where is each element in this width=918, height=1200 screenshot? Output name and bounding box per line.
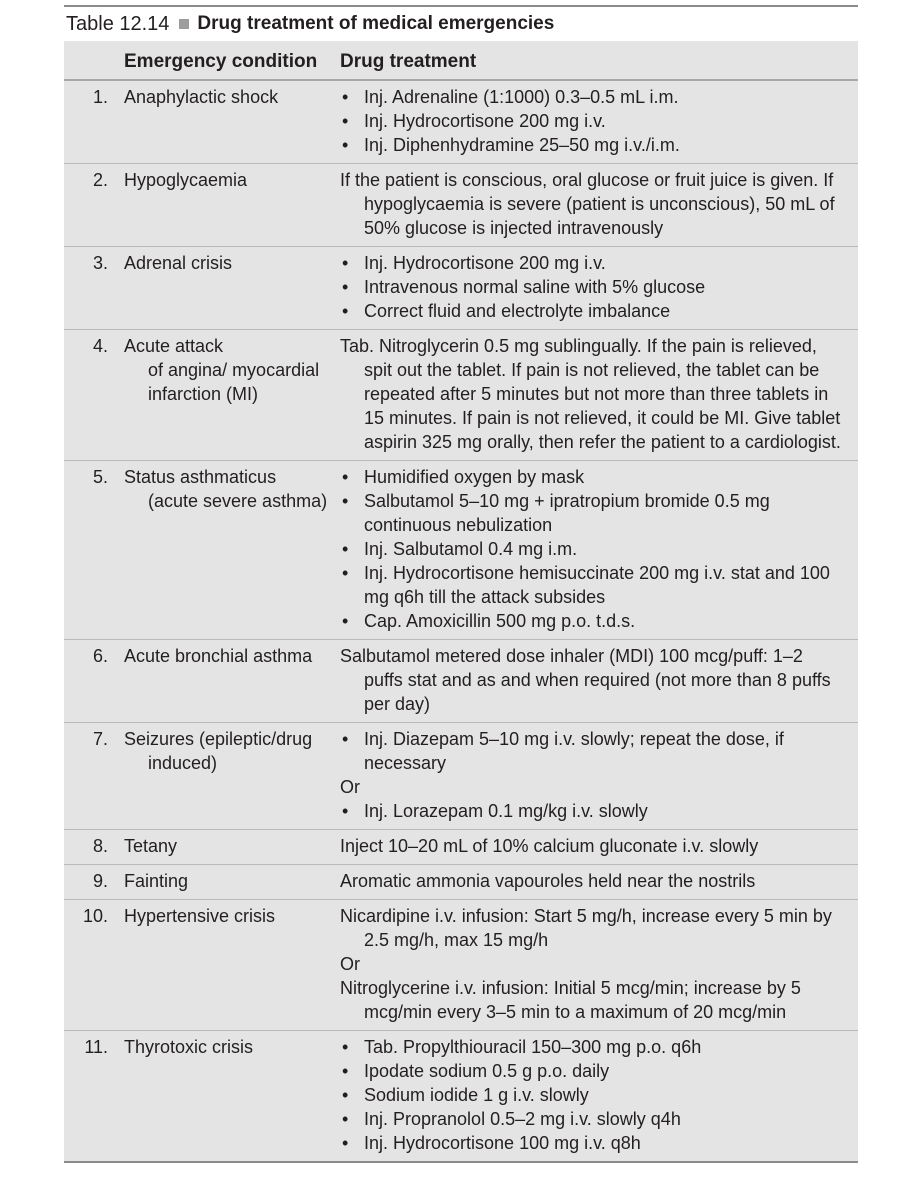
condition-text: Acute bronchial asthma [124, 646, 313, 666]
row-number: 6. [92, 646, 108, 666]
list-item: • Cap. Amoxicillin 500 mg p.o. t.d.s. [340, 609, 844, 633]
table-row [64, 900, 858, 1031]
table-row [64, 640, 858, 723]
row-number: 3. [92, 253, 108, 273]
emergency-condition [124, 727, 340, 823]
list-item: • Inj. Salbutamol 0.4 mg i.m. [340, 537, 844, 561]
row-number: 2. [92, 170, 108, 190]
condition-text: Status asthmaticus [124, 467, 277, 487]
treatment-list [340, 1035, 844, 1155]
row-number: 1. [92, 87, 108, 107]
treatment-list [340, 85, 844, 157]
emergency-condition [124, 85, 340, 157]
emergency-condition [124, 904, 340, 1024]
drug-treatment [340, 85, 858, 157]
header-number-col [64, 51, 124, 73]
table-row [64, 830, 858, 865]
emergency-condition [124, 869, 340, 893]
or-separator: Or [340, 777, 360, 797]
emergency-condition [124, 465, 340, 633]
treatment-list [340, 465, 844, 633]
treatment-list [340, 799, 844, 823]
table-number: Table 12.14 [66, 12, 170, 35]
condition-text-continued: induced) [148, 753, 218, 773]
list-item: • Inj. Diazepam 5–10 mg i.v. slowly; repeat the dose, if necessary [340, 727, 844, 775]
list-item: • Humidified oxygen by mask [340, 465, 844, 489]
table-header [64, 41, 858, 81]
table-row [64, 164, 858, 247]
table-row [64, 247, 858, 330]
condition-text: Hypertensive crisis [124, 906, 276, 926]
drug-treatment [340, 644, 858, 716]
condition-text: Tetany [124, 836, 178, 856]
condition-text: Thyrotoxic crisis [124, 1037, 254, 1057]
emergency-condition [124, 834, 340, 858]
list-item: • Inj. Lorazepam 0.1 mg/kg i.v. slowly [340, 799, 844, 823]
treatment-text: If the patient is conscious, oral glucose or fruit juice is given. If hypoglycaemia is severe (patient is unconscious), 50 mL of 50% glucose is injected intravenously [340, 170, 835, 238]
row-number: 9. [92, 871, 108, 891]
row-number: 10. [82, 906, 108, 926]
table-caption [64, 7, 858, 41]
table-row [64, 81, 858, 164]
drug-treatment [340, 465, 858, 633]
list-item: • Salbutamol 5–10 mg + ipratropium bromide 0.5 mg continuous nebulization [340, 489, 844, 537]
list-item: • Ipodate sodium 0.5 g p.o. daily [340, 1059, 844, 1083]
table-title: Drug treatment of medical emergencies [197, 13, 555, 34]
treatment-text: Salbutamol metered dose inhaler (MDI) 100 mcg/puff: 1–2 puffs stat and as and when required (not more than 8 puffs per day) [340, 646, 831, 714]
emergency-condition [124, 168, 340, 240]
condition-text-continued: (acute severe asthma) [148, 491, 328, 511]
emergency-condition [124, 334, 340, 454]
table-body [64, 41, 858, 1163]
header-treatment: Drug treatment [340, 51, 477, 72]
drug-treatment [340, 727, 858, 823]
row-number: 4. [92, 336, 108, 356]
list-item: • Sodium iodide 1 g i.v. slowly [340, 1083, 844, 1107]
drug-treatment [340, 904, 858, 1024]
drug-treatment [340, 834, 858, 858]
treatment-text: Nicardipine i.v. infusion: Start 5 mg/h, increase every 5 min by 2.5 mg/h, max 15 mg/h [340, 906, 832, 950]
list-item: • Inj. Adrenaline (1:1000) 0.3–0.5 mL i.m. [340, 85, 844, 109]
or-separator: Or [340, 954, 360, 974]
treatment-text: Nitroglycerine i.v. infusion: Initial 5 mcg/min; increase by 5 mcg/min every 3–5 min to a maximum of 20 mcg/min [340, 978, 801, 1022]
drug-treatment [340, 1035, 858, 1155]
list-item: • Inj. Diphenhydramine 25–50 mg i.v./i.m. [340, 133, 844, 157]
treatment-list [340, 727, 844, 775]
square-bullet-icon [179, 19, 189, 29]
treatment-text: Aromatic ammonia vapouroles held near the nostrils [340, 871, 756, 891]
row-number: 11. [84, 1037, 108, 1057]
list-item: • Intravenous normal saline with 5% glucose [340, 275, 844, 299]
list-item: • Inj. Propranolol 0.5–2 mg i.v. slowly q4h [340, 1107, 844, 1131]
condition-text: Adrenal crisis [124, 253, 233, 273]
drug-treatment [340, 168, 858, 240]
condition-text: Fainting [124, 871, 189, 891]
table-row [64, 1031, 858, 1163]
list-item: • Inj. Hydrocortisone 200 mg i.v. [340, 251, 844, 275]
condition-text: Anaphylactic shock [124, 87, 279, 107]
list-item: • Inj. Hydrocortisone 100 mg i.v. q8h [340, 1131, 844, 1155]
treatment-list [340, 251, 844, 323]
table-row [64, 865, 858, 900]
emergency-condition [124, 644, 340, 716]
table-row [64, 723, 858, 830]
treatment-text: Tab. Nitroglycerin 0.5 mg sublingually. If the pain is relieved, spit out the tablet. If pain is not relieved, the tablet can be repeated after 5 minutes but not more than three tablets in 15 minutes. If pain is not relieved, it could be MI. Give tablet aspirin 325 mg orally, then refer the patient to a cardiologist. [340, 336, 841, 452]
condition-text-continued: of angina/ myocardial infarction (MI) [148, 360, 320, 404]
row-number: 7. [92, 729, 108, 749]
list-item: • Inj. Hydrocortisone 200 mg i.v. [340, 109, 844, 133]
list-item: • Correct fluid and electrolyte imbalance [340, 299, 844, 323]
condition-text: Acute attack [124, 336, 224, 356]
condition-text: Seizures (epileptic/drug [124, 729, 313, 749]
table-row [64, 330, 858, 461]
drug-treatment [340, 251, 858, 323]
list-item: • Tab. Propylthiouracil 150–300 mg p.o. q6h [340, 1035, 844, 1059]
drug-treatment [340, 334, 858, 454]
table-container [64, 5, 858, 1163]
treatment-text: Inject 10–20 mL of 10% calcium gluconate i.v. slowly [340, 836, 759, 856]
emergency-condition [124, 251, 340, 323]
emergency-condition [124, 1035, 340, 1155]
drug-treatment [340, 869, 858, 893]
table-rows [64, 81, 858, 1163]
header-condition: Emergency condition [124, 51, 318, 72]
condition-text: Hypoglycaemia [124, 170, 248, 190]
row-number: 8. [92, 836, 108, 856]
table-row [64, 461, 858, 640]
list-item: • Inj. Hydrocortisone hemisuccinate 200 mg i.v. stat and 100 mg q6h till the attack subsides [340, 561, 844, 609]
row-number: 5. [92, 467, 108, 487]
